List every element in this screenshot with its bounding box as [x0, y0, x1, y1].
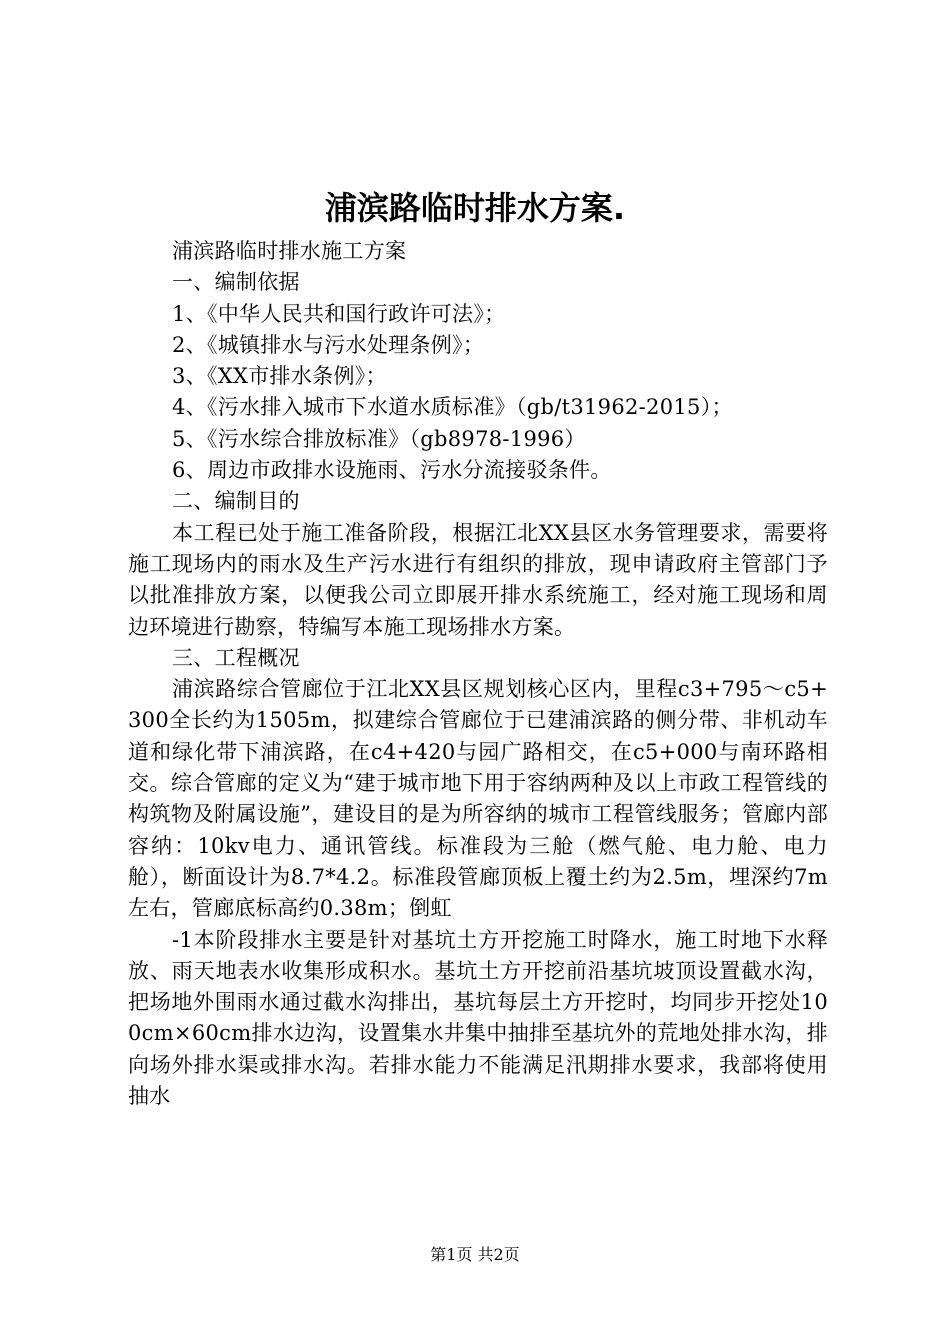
section-heading-basis: 一、编制依据 [172, 270, 300, 295]
paragraph: 浦滨路综合管廊位于江北XX县区规划核心区内，里程c3+795～c5+300全长约为1505m，拟建综合管廊位于已建浦滨路的侧分带、非机动车道和绿化带下浦滨路，在c4+420与园广路相交，在c5+000与南环路相交。综合管廊的定义为“建于城市地下用于容纳两种及以上市政工程管线的构筑物及附属设施”，建设目的是为所容纳的城市工程管线服务；管廊内部容纳：10kv电力、通讯管线。标准段为三舱（燃气舱、电力舱、电力舱），断面设计为8.7*4.2。标准段管廊顶板上覆土约为2.5m，埋深约7m左右，管廊底标高约0.38m；倒虹 [128, 677, 828, 921]
section-heading-overview: 三、工程概况 [172, 645, 300, 670]
list-item: 5、《污水综合排放标准》（gb8978-1996） [172, 426, 586, 451]
paragraph: 本工程已处于施工准备阶段，根据江北XX县区水务管理要求，需要将施工现场内的雨水及生产污水进行有组织的排放，现申请政府主管部门予以批准排放方案，以便我公司立即展开排水系统施工，经对施工现场和周边环境进行勘察，特编写本施工现场排水方案。 [128, 520, 828, 639]
document-title: 浦滨路临时排水方案. [324, 189, 626, 227]
list-item: 1、《中华人民共和国行政许可法》； [172, 301, 506, 326]
section-heading-purpose: 二、编制目的 [172, 489, 300, 514]
list-item: 2、《城镇排水与污水处理条例》； [172, 332, 485, 357]
list-item: 4、《污水排入城市下水道水质标准》（gb/t31962-2015）； [172, 395, 733, 420]
page-footer: 第1页 共2页 [430, 1245, 520, 1264]
doc-subtitle: 浦滨路临时排水施工方案 [172, 239, 407, 263]
document-body [128, 236, 828, 1112]
list-item: 6、周边市政排水设施雨、污水分流接驳条件。 [172, 458, 612, 483]
list-item: 3、《XX市排水条例》； [172, 364, 387, 389]
paragraph: -1本阶段排水主要是针对基坑土方开挖施工时降水，施工时地下水释放、雨天地表水收集形成积水。基坑土方开挖前沿基坑坡顶设置截水沟，把场地外围雨水通过截水沟排出，基坑每层土方开挖时，均同步开挖处100cm×60cm排水边沟，设置集水井集中抽排至基坑外的荒地处排水沟，排向场外排水渠或排水沟。若排水能力不能满足汛期排水要求，我部将使用抽水 [128, 927, 828, 1109]
